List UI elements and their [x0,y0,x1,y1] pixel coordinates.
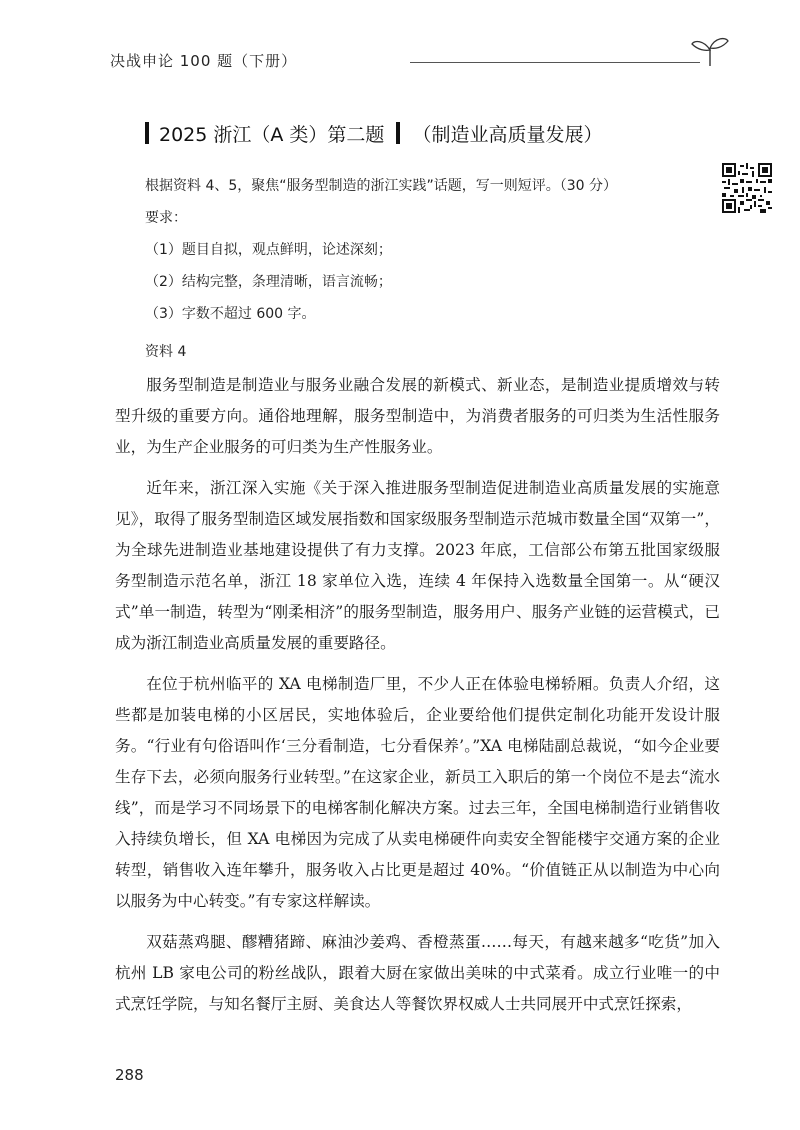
question-title [145,118,602,148]
question-prompt: 根据资料 4、5，聚焦“服务型制造的浙江实践”话题，写一则短评。（30 分） [145,178,618,194]
paragraph: 在位于杭州临平的 XA 电梯制造厂里，不少人正在体验电梯轿厢。负责人介绍，这些都是加装电梯的小区居民，实地体验后，企业要给他们提供定制化功能开发设计服务。“行业有句俗语叫作‘三分看制造，七分看保养’。”XA 电梯陆副总裁说，“如今企业要生存下去，必须向服务行业转型。”在这家企业，新员工入职后的第一个岗位不是去“流水线”，而是学习不同场景下的电梯客制化解决方案。过去三年，全国电梯制造行业销售收入持续负增长，但 XA 电梯因为完成了从卖电梯硬件向卖安全智能楼宇交通方案的企业转型，销售收入连年攀升，服务收入占比更是超过 40%。“价值链正从以制造为中心向以服务为中心转变。”有专家这样解读。 [115,675,720,910]
title-marker-right [396,122,400,144]
requirement-item: （1）题目自拟，观点鲜明，论述深刻； [145,242,392,258]
qr-code-icon [722,163,772,213]
paragraph: 双菇蒸鸡腿、醪糟猪蹄、麻油沙姜鸡、香橙蒸蛋……每天，有越来越多“吃货”加入杭州 LB 家电公司的粉丝战队，跟着大厨在家做出美味的中式菜肴。成立行业唯一的中式烹饪学院，与知名餐厅主厨、美食达人等餐饮界权威人士共同展开中式烹饪探索， [115,933,720,1013]
question-topic: （制造业高质量发展） [412,123,603,146]
requirement-item: （3）字数不超过 600 字。 [145,306,316,322]
sprout-icon [690,34,730,68]
question-title-text: 2025 浙江（A 类）第二题 [159,123,385,146]
running-header [110,50,720,74]
paragraph: 近年来，浙江深入实施《关于深入推进服务型制造促进制造业高质量发展的实施意见》，取得了服务型制造区域发展指数和国家级服务型制造示范城市数量全国“双第一”，为全球先进制造业基地建设提供了有力支撑。2023 年底，工信部公布第五批国家级服务型制造示范名单，浙江 18 家单位入选，连续 4 年保持入选数量全国第一。从“硬汉式”单一制造，转型为“刚柔相济”的服务型制造，服务用户、服务产业链的运营模式，已成为浙江制造业高质量发展的重要路径。 [115,479,720,652]
question-block [145,170,705,330]
material-body [115,370,720,1030]
title-marker-left [145,122,149,144]
book-title: 决战申论 100 题（下册） [110,52,298,70]
page-number: 288 [115,1066,144,1084]
material-label: 资料 4 [145,344,187,360]
requirement-item: （2）结构完整，条理清晰，语言流畅； [145,274,392,290]
requirements-label: 要求： [145,210,187,226]
header-rule [410,62,700,63]
paragraph: 服务型制造是制造业与服务业融合发展的新模式、新业态，是制造业提质增效与转型升级的重要方向。通俗地理解，服务型制造中，为消费者服务的可归类为生活性服务业，为生产企业服务的可归类为生产性服务业。 [115,376,720,456]
